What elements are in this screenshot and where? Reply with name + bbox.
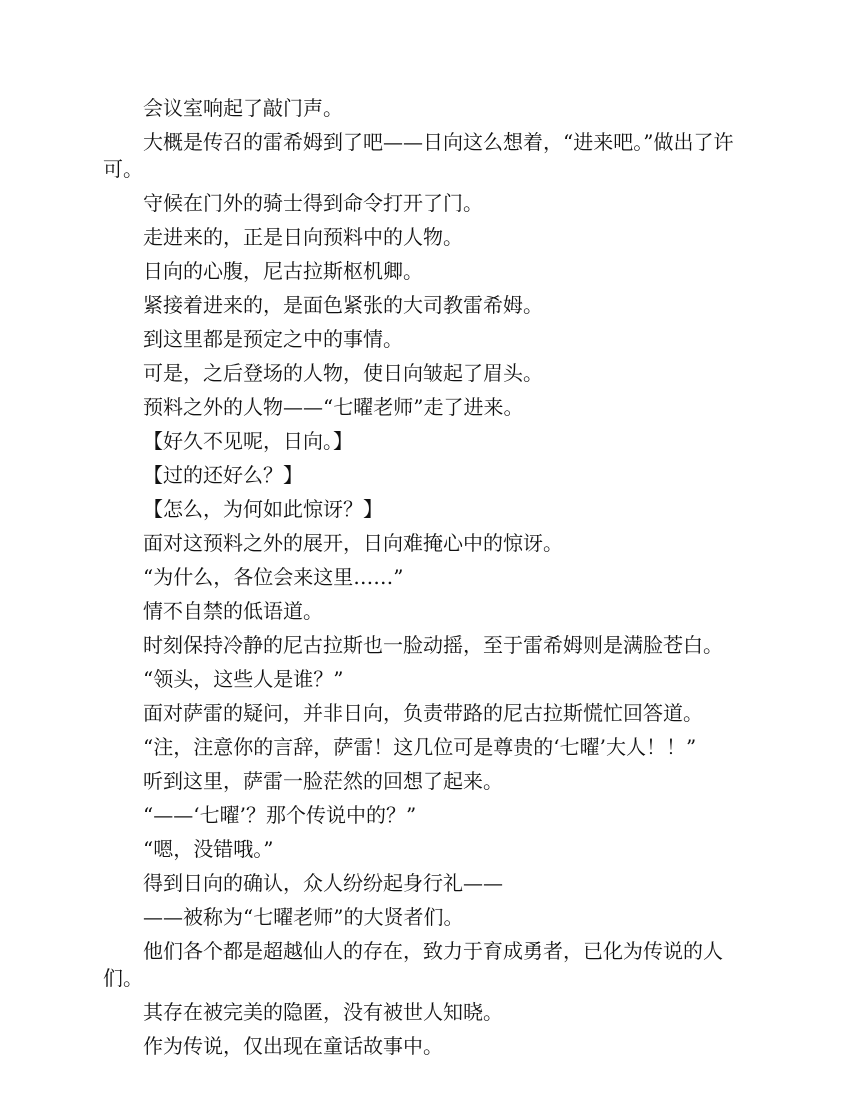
paragraph: 面对萨雷的疑问，并非日向，负责带路的尼古拉斯慌忙回答道。 <box>143 701 703 725</box>
document-body <box>103 95 751 1067</box>
paragraph: ——被称为“七曜老师”的大贤者们。 <box>143 905 464 929</box>
dialogue-line: “领头，这些人是谁？” <box>143 667 344 691</box>
paragraph: 作为传说，仅出现在童话故事中。 <box>143 1034 443 1058</box>
paragraph: 走进来的，正是日向预料中的人物。 <box>143 225 463 249</box>
paragraph: 会议室响起了敲门声。 <box>143 96 343 120</box>
paragraph: 得到日向的确认，众人纷纷起身行礼—— <box>143 871 503 895</box>
paragraph: 可是，之后登场的人物，使日向皱起了眉头。 <box>143 361 543 385</box>
dialogue-line: “嗯，没错哦。” <box>143 837 274 861</box>
paragraph: 其存在被完美的隐匿，没有被世人知晓。 <box>143 1000 503 1024</box>
paragraph: 守候在门外的骑士得到命令打开了门。 <box>143 191 483 215</box>
paragraph: 日向的心腹，尼古拉斯枢机卿。 <box>143 259 423 283</box>
paragraph: 到这里都是预定之中的事情。 <box>143 327 403 351</box>
paragraph: 情不自禁的低语道。 <box>143 599 323 623</box>
dialogue-line: 【好久不见呢，日向。】 <box>143 429 353 453</box>
dialogue-line: “——‘七曜’？那个传说中的？” <box>143 803 417 827</box>
dialogue-line: “为什么，各位会来这里……” <box>143 565 404 589</box>
paragraph: 听到这里，萨雷一脸茫然的回想了起来。 <box>143 769 503 793</box>
paragraph: 大概是传召的雷希姆到了吧——日向这么想着，“进来吧。”做出了许可。 <box>103 130 734 181</box>
dialogue-line: 【怎么，为何如此惊讶？】 <box>143 497 383 521</box>
paragraph: 他们各个都是超越仙人的存在，致力于育成勇者，已化为传说的人们。 <box>103 939 723 990</box>
dialogue-line: 【过的还好么？】 <box>143 463 303 487</box>
paragraph: 时刻保持冷静的尼古拉斯也一脸动摇，至于雷希姆则是满脸苍白。 <box>143 633 723 657</box>
dialogue-line: “注，注意你的言辞，萨雷！这几位可是尊贵的‘七曜’大人！！” <box>143 735 697 759</box>
paragraph: 紧接着进来的，是面色紧张的大司教雷希姆。 <box>143 293 543 317</box>
paragraph: 预料之外的人物——“七曜老师”走了进来。 <box>143 395 524 419</box>
paragraph: 面对这预料之外的展开，日向难掩心中的惊讶。 <box>143 531 563 555</box>
